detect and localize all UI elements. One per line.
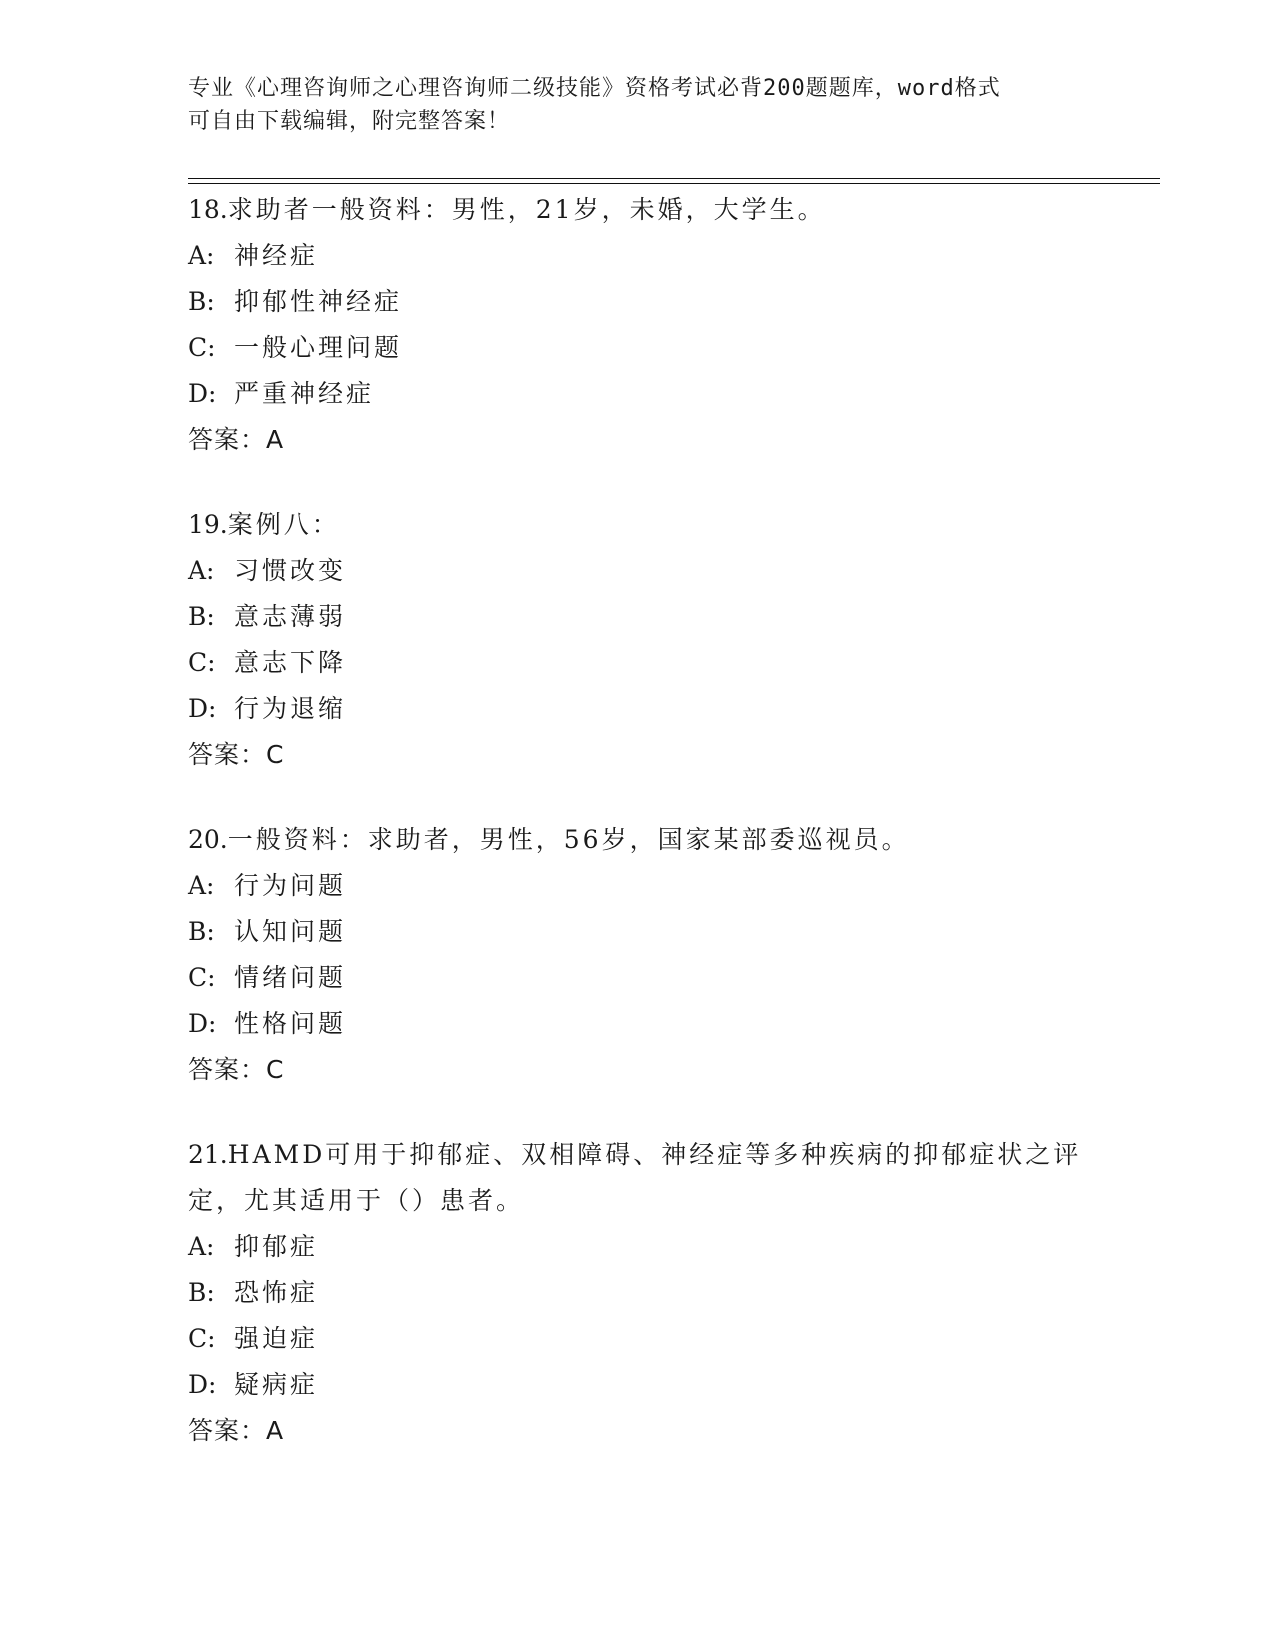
- question-stem: [188, 187, 1088, 233]
- option-key: D:: [188, 379, 217, 408]
- document-header: [188, 72, 1088, 138]
- option-text: 严重神经症: [234, 379, 375, 408]
- answer: 答案：A: [188, 425, 285, 454]
- option-text: 强迫症: [234, 1324, 319, 1353]
- option-key: D:: [188, 1009, 217, 1038]
- option-d: [188, 686, 1088, 732]
- option-text: 抑郁症: [234, 1232, 319, 1261]
- answer: 答案：C: [188, 1055, 285, 1084]
- question-20: [188, 817, 1088, 1093]
- question-number: 20.: [188, 825, 228, 854]
- option-text: 行为退缩: [234, 694, 347, 723]
- question-text: 一般资料：求助者，男性，56岁，国家某部委巡视员。: [227, 825, 910, 854]
- option-key: A:: [188, 871, 215, 900]
- header-line-1: 专业《心理咨询师之心理咨询师二级技能》资格考试必背200题题库，word格式: [188, 76, 1001, 101]
- question-number: 18.: [188, 195, 228, 224]
- option-text: 疑病症: [234, 1370, 319, 1399]
- option-b: [188, 594, 1088, 640]
- option-text: 抑郁性神经症: [234, 287, 403, 316]
- option-key: D:: [188, 694, 217, 723]
- answer: 答案：C: [188, 740, 285, 769]
- option-c: [188, 325, 1088, 371]
- question-text: 求助者一般资料：男性，21岁，未婚，大学生。: [227, 195, 826, 224]
- answer: 答案：A: [188, 1416, 285, 1445]
- option-text: 行为问题: [234, 871, 347, 900]
- option-a: [188, 548, 1088, 594]
- question-18: [188, 187, 1088, 463]
- option-a: [188, 863, 1088, 909]
- header-divider-top: [188, 178, 1160, 179]
- option-c: [188, 1316, 1088, 1362]
- header-divider-bottom: [188, 183, 1160, 184]
- option-c: [188, 640, 1088, 686]
- option-b: [188, 279, 1088, 325]
- option-text: 意志下降: [234, 648, 347, 677]
- option-d: [188, 371, 1088, 417]
- option-key: A:: [188, 241, 215, 270]
- option-key: B:: [188, 287, 215, 316]
- question-number: 21.: [188, 1140, 228, 1169]
- option-key: A:: [188, 1232, 215, 1261]
- question-stem: [188, 502, 1088, 548]
- option-a: [188, 233, 1088, 279]
- option-key: C:: [188, 333, 216, 362]
- option-key: B:: [188, 1278, 215, 1307]
- question-21: [188, 1132, 1088, 1454]
- option-text: 习惯改变: [234, 556, 347, 585]
- option-text: 性格问题: [234, 1009, 347, 1038]
- question-number: 19.: [188, 510, 228, 539]
- option-key: B:: [188, 917, 215, 946]
- option-text: 情绪问题: [234, 963, 347, 992]
- option-b: [188, 909, 1088, 955]
- option-c: [188, 955, 1088, 1001]
- option-key: C:: [188, 963, 216, 992]
- option-a: [188, 1224, 1088, 1270]
- question-19: [188, 502, 1088, 778]
- option-key: C:: [188, 1324, 216, 1353]
- option-d: [188, 1001, 1088, 1047]
- option-key: C:: [188, 648, 216, 677]
- option-key: B:: [188, 602, 215, 631]
- option-text: 认知问题: [234, 917, 347, 946]
- option-b: [188, 1270, 1088, 1316]
- question-text: 案例八：: [227, 510, 340, 539]
- option-text: 神经症: [234, 241, 319, 270]
- question-stem: [188, 1132, 1088, 1178]
- option-text: 一般心理问题: [234, 333, 403, 362]
- option-text: 恐怖症: [234, 1278, 319, 1307]
- question-text-line-2: 定，尤其适用于（）患者。: [188, 1186, 525, 1215]
- option-key: A:: [188, 556, 215, 585]
- question-stem: [188, 817, 1088, 863]
- option-key: D:: [188, 1370, 217, 1399]
- header-line-2: 可自由下载编辑，附完整答案！: [188, 109, 511, 134]
- question-text-line-1: HAMD可用于抑郁症、双相障碍、神经症等多种疾病的抑郁症状之评: [227, 1140, 1082, 1169]
- option-d: [188, 1362, 1088, 1408]
- option-text: 意志薄弱: [234, 602, 347, 631]
